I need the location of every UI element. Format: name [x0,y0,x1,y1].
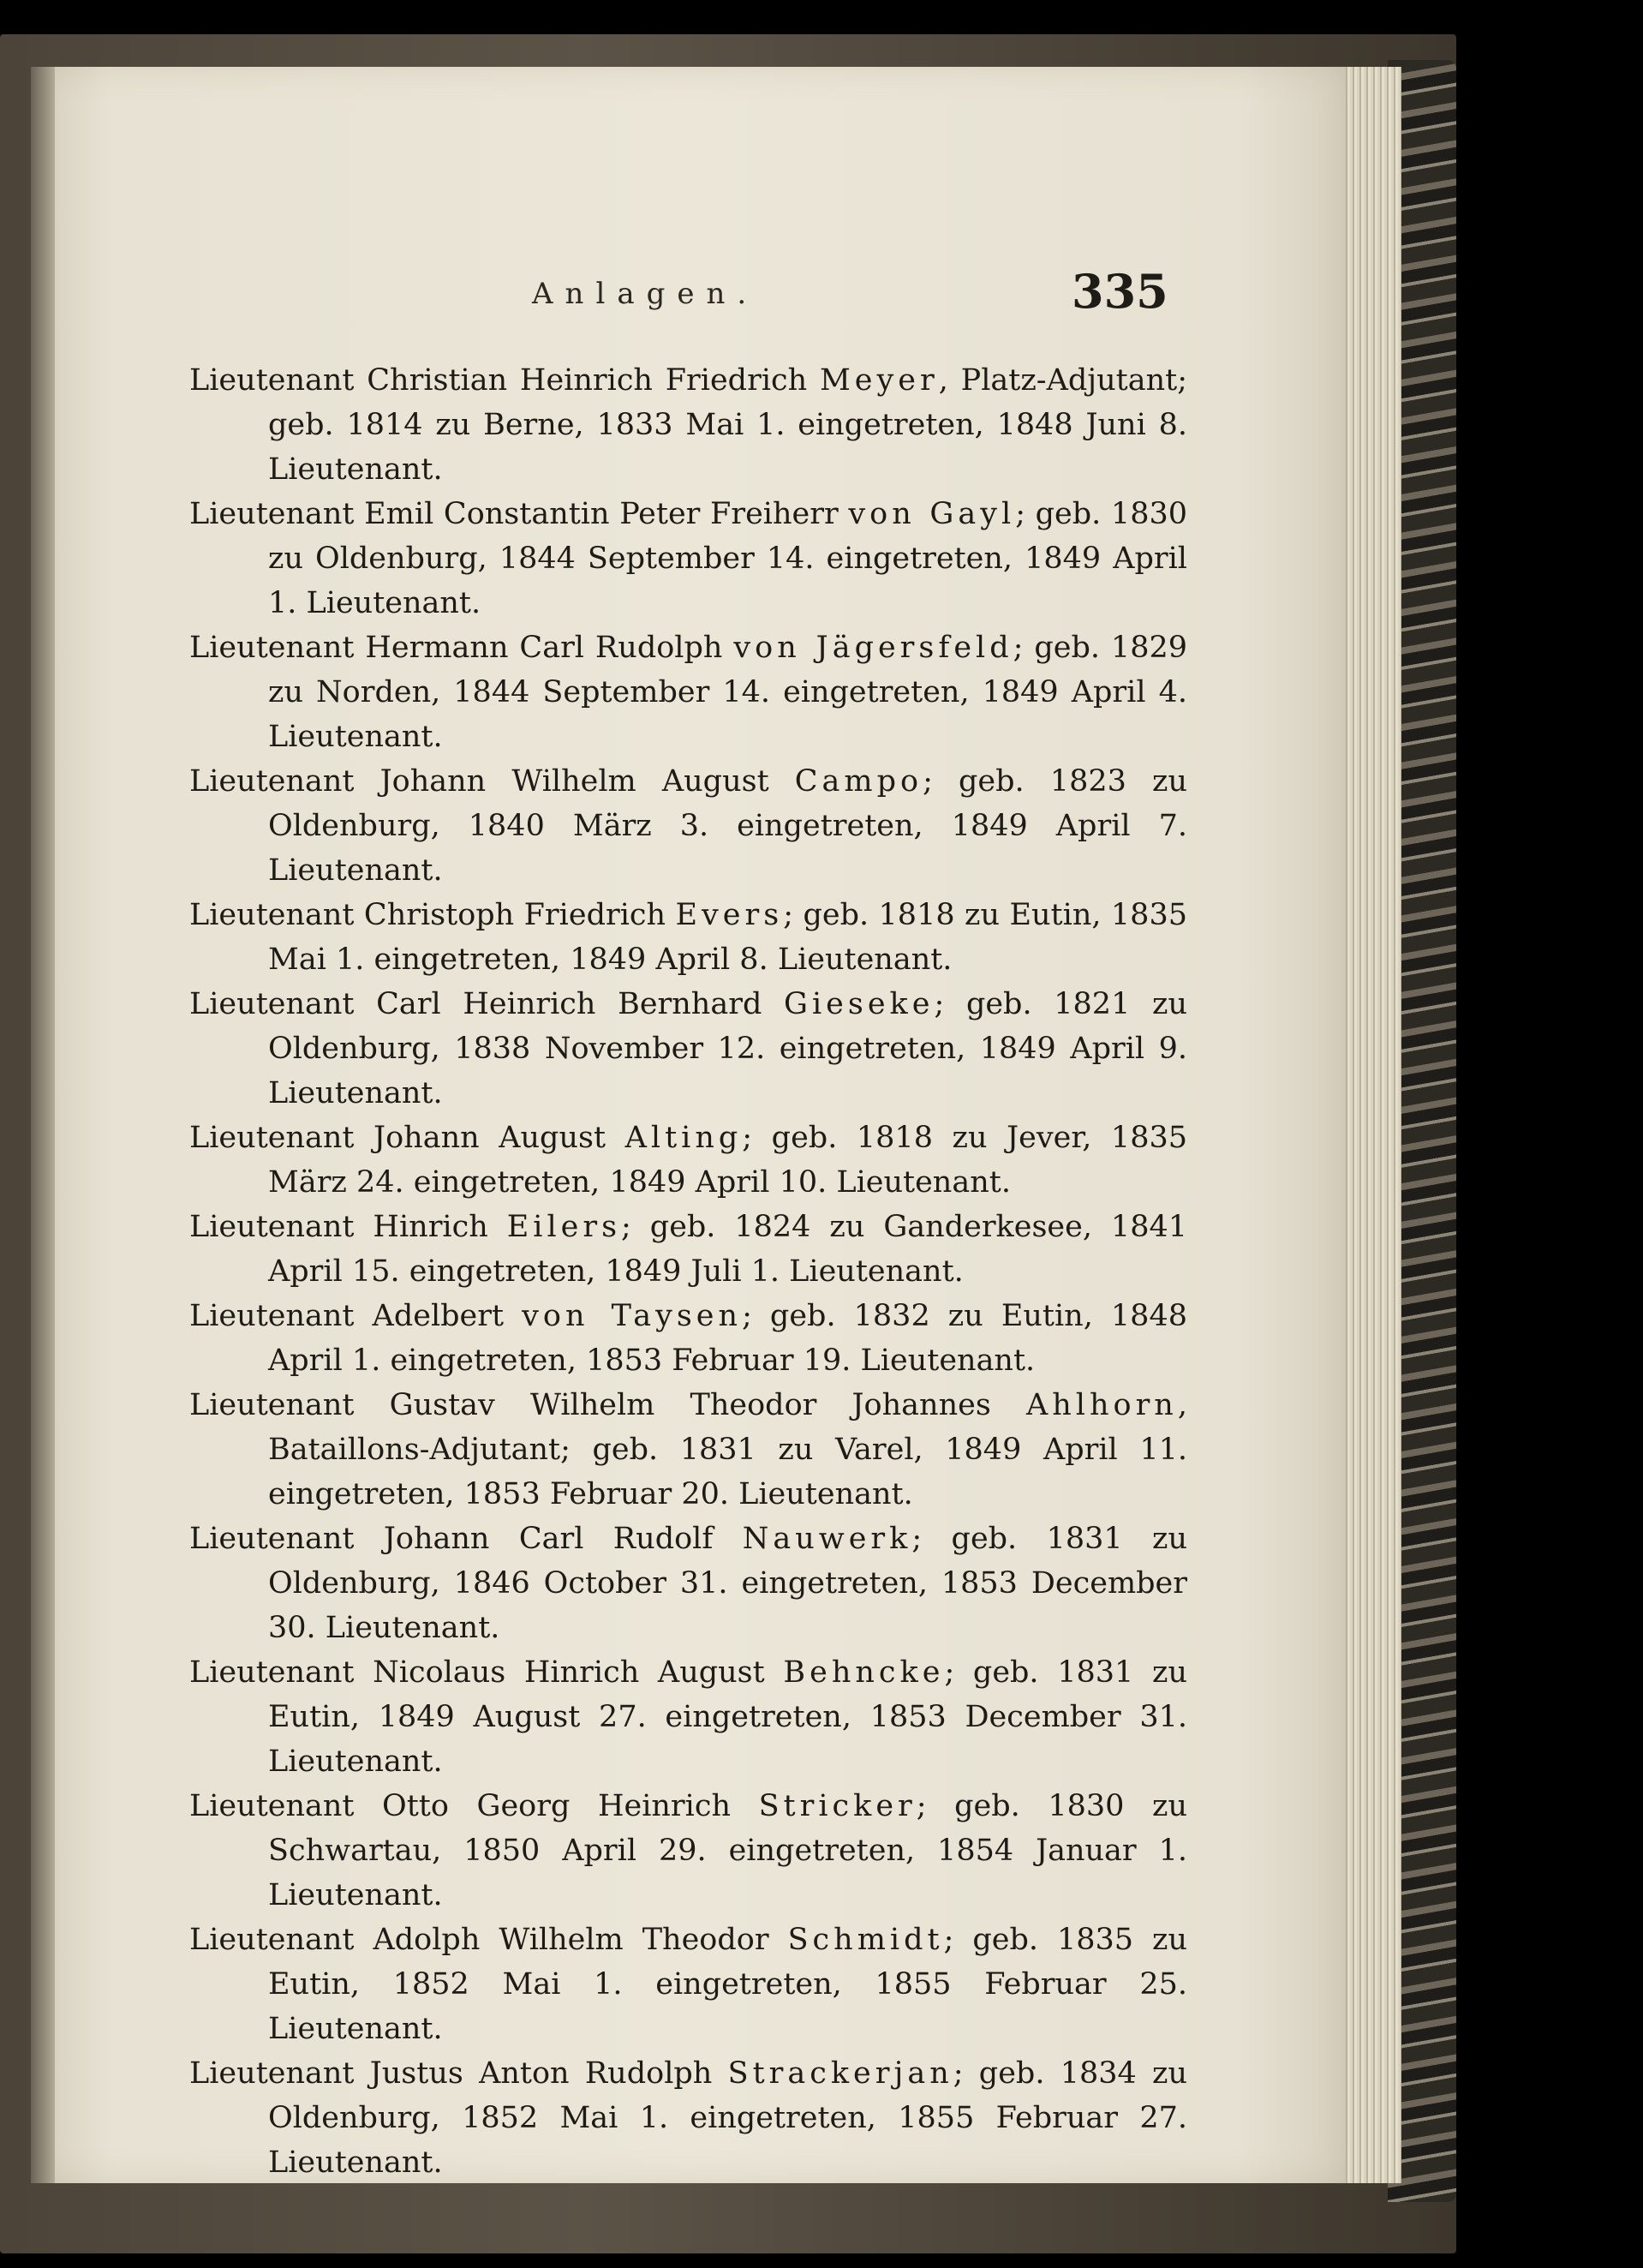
entry-text: ; geb. 1830 zu Oldenburg, 1844 September 14. eingetreten, 1849 April 1. Lieutenant. [268,497,1188,620]
entry-surname: Meyer [819,363,939,398]
entry-text: Lieutenant Otto Georg Heinrich [189,1789,759,1823]
entry-text: Lieutenant Adelbert [189,1299,523,1333]
officer-entry [189,982,1187,1116]
entry-surname: Campo [794,764,923,799]
entry-text: Lieutenant Nicolaus Hinrich August [189,1655,784,1690]
entry-text: ; geb. 1831 zu Oldenburg, 1846 October 31. eingetreten, 1853 December 30. Lieutenant. [268,1522,1187,1645]
officer-entry [189,2051,1187,2185]
page-gutter [31,67,55,2183]
officer-entry [189,1517,1187,1650]
entry-surname: Evers [675,898,784,932]
entry-surname: Behncke [783,1655,945,1690]
entry-text: ; geb. 1834 zu Oldenburg, 1852 Mai 1. eingetreten, 1855 Februar 27. Lieutenant. [268,2056,1187,2180]
book-page [31,67,1346,2183]
entry-text: ; geb. 1823 zu Oldenburg, 1840 März 3. eingetreten, 1849 April 7. Lieutenant. [268,764,1187,888]
entry-text: ; geb. 1830 zu Schwartau, 1850 April 29. eingetreten, 1854 Januar 1. Lieutenant. [268,1789,1187,1912]
page-header [31,217,1346,319]
entry-text: Lieutenant Johann August [189,1121,625,1155]
entry-text: Lieutenant Emil Constantin Peter Freiherr [189,497,849,531]
entry-text: Lieutenant Adolph Wilhelm Theodor [189,1923,788,1957]
entry-text: Lieutenant Christoph Friedrich [189,898,676,932]
officer-entry [189,1784,1187,1918]
officer-entry [189,1294,1187,1383]
officer-entry [189,1650,1187,1784]
entry-surname: Strackerjan [727,2056,953,2091]
entry-text: , Bataillons-Adjutant; geb. 1831 zu Varel, 1849 April 11. eingetreten, 1853 Februar 20. Lieutenant. [268,1388,1187,1511]
entry-text: Lieutenant Justus Anton Rudolph [189,2056,728,2091]
entry-text: ; geb. 1829 zu Norden, 1844 September 14. eingetreten, 1849 April 4. Lieutenant. [268,631,1187,754]
entry-text: , Platz-Adjutant; geb. 1814 zu Berne, 1833 Mai 1. eingetreten, 1848 Juni 8. Lieutenant. [268,363,1187,487]
entry-surname: von Taysen [522,1299,743,1333]
entry-surname: Alting [624,1121,743,1155]
entry-surname: Nauwerk [742,1522,912,1556]
entry-surname: von Jägersfeld [733,631,1013,665]
entry-text: Lieutenant Christian Heinrich Friedrich [189,363,820,398]
entry-surname: Eilers [506,1210,622,1244]
entry-text: Lieutenant Hermann Carl Rudolph [189,631,734,665]
officer-entry [189,1205,1187,1294]
entry-surname: Schmidt [787,1923,944,1957]
officer-entry [189,759,1187,893]
entry-text: ; geb. 1832 zu Eutin, 1848 April 1. eingetreten, 1853 Februar 19. Lieutenant. [268,1299,1187,1378]
officer-entry [189,1918,1187,2051]
entry-surname: Ahlhorn [1025,1388,1178,1422]
entry-text: ; geb. 1824 zu Ganderkesee, 1841 April 15. eingetreten, 1849 Juli 1. Lieutenant. [268,1210,1187,1289]
page-stack-edge [1336,67,1401,2183]
officer-entry [189,1116,1187,1205]
officer-entry [189,1383,1187,1517]
entry-text: Lieutenant Gustav Wilhelm Theodor Johannes [189,1388,1026,1422]
entry-text: ; geb. 1831 zu Eutin, 1849 August 27. eingetreten, 1853 December 31. Lieutenant. [268,1655,1187,1779]
entry-text: Lieutenant Johann Wilhelm August [189,764,795,799]
entry-text: Lieutenant Hinrich [189,1210,507,1244]
entry-text: ; geb. 1818 zu Jever, 1835 März 24. eingetreten, 1849 April 10. Lieutenant. [268,1121,1187,1200]
entry-text: ; geb. 1835 zu Eutin, 1852 Mai 1. eingetreten, 1855 Februar 25. Lieutenant. [268,1923,1188,2046]
officer-list [189,358,1187,2185]
entry-text: ; geb. 1821 zu Oldenburg, 1838 November 12. eingetreten, 1849 April 9. Lieutenant. [268,987,1187,1110]
officer-entry [189,492,1187,625]
entry-text: ; geb. 1818 zu Eutin, 1835 Mai 1. eingetreten, 1849 April 8. Lieutenant. [268,898,1187,977]
officer-entry [189,358,1187,492]
page-number: 335 [1072,264,1168,319]
entry-surname: Gieseke [784,987,935,1021]
running-head: Anlagen. [532,277,759,311]
officer-entry [189,625,1187,759]
entry-surname: von Gayl [848,497,1016,531]
officer-entry [189,893,1187,982]
entry-surname: Stricker [758,1789,917,1823]
entry-text: Lieutenant Johann Carl Rudolf [189,1522,743,1556]
entry-text: Lieutenant Carl Heinrich Bernhard [189,987,785,1021]
